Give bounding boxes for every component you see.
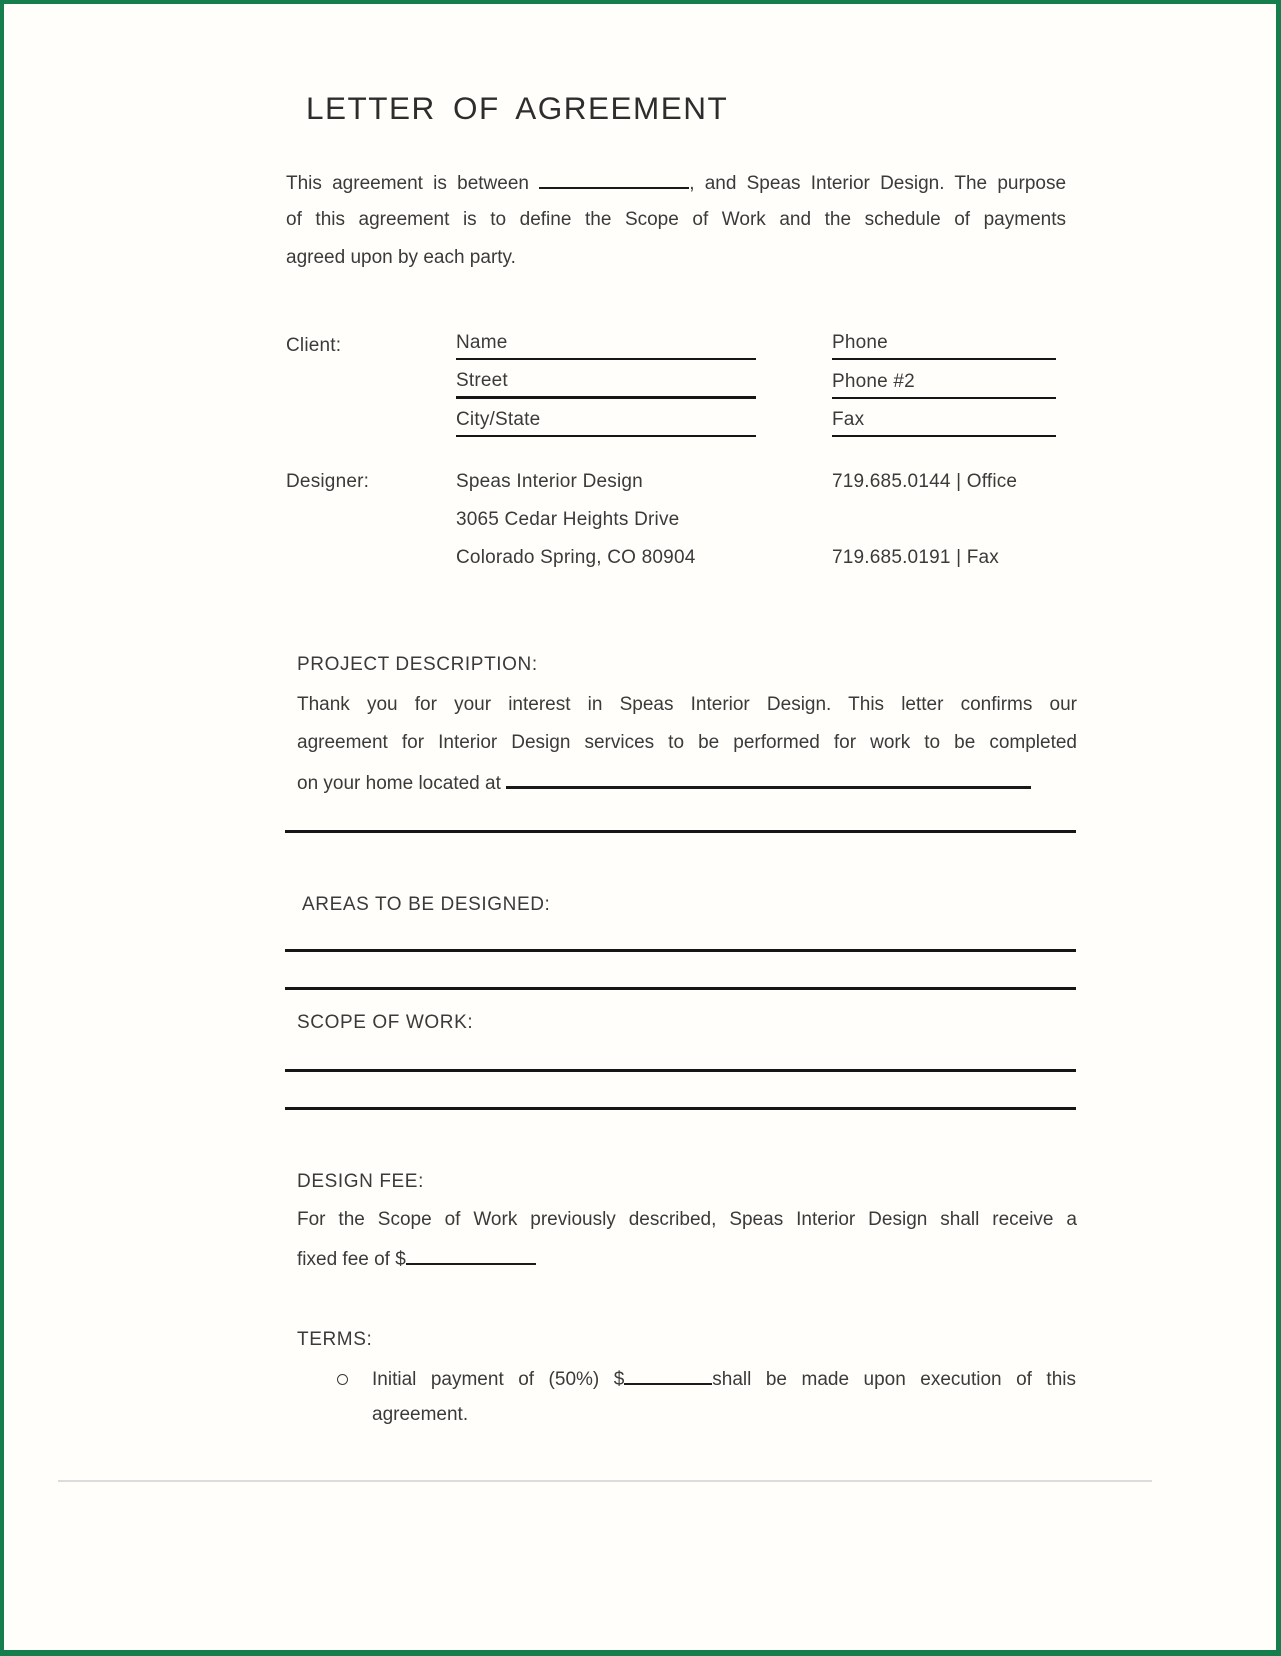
client-street-field [456, 365, 756, 399]
intro-line-1-before: This agreement is between [286, 173, 529, 195]
designer-fax-phone: 719.685.0191 | Fax [832, 547, 999, 568]
areas-rule-1 [285, 949, 1076, 952]
designer-street: 3065 Cedar Heights Drive [456, 509, 680, 530]
terms-bullet-before: Initial payment of (50%) $ [372, 1369, 625, 1391]
scope-rule-1 [285, 1069, 1076, 1072]
designer-name: Speas Interior Design [456, 471, 643, 492]
client-city-state-field-label: City/State [456, 409, 541, 430]
client-name-field [456, 326, 756, 360]
design-fee-heading: DESIGN FEE: [297, 1171, 424, 1192]
client-name-field-label: Name [456, 332, 508, 353]
client-phone2-field-label: Phone #2 [832, 371, 915, 392]
project-description-line-3 [297, 770, 1031, 795]
intro-line-3: agreed upon by each party. [286, 247, 516, 268]
scope-heading: SCOPE OF WORK: [297, 1012, 474, 1033]
design-fee-line-2 [297, 1247, 536, 1271]
terms-heading: TERMS: [297, 1329, 373, 1350]
page-title: LETTER OF AGREEMENT [306, 90, 729, 126]
intro-line-2: of this agreement is to define the Scope of Work and the schedule of payments [286, 209, 1066, 230]
areas-rule-2 [285, 987, 1076, 990]
project-description-line-1: Thank you for your interest in Speas Interior Design. This letter confirms our [297, 694, 1077, 715]
design-fee-line-1: For the Scope of Work previously described, Speas Interior Design shall receive a [297, 1209, 1077, 1230]
address-continuation-rule [285, 830, 1076, 833]
design-fee-amount-blank [406, 1247, 536, 1265]
designer-office-phone: 719.685.0144 | Office [832, 471, 1018, 492]
project-description-line-2: agreement for Interior Design services to be performed for work to be completed [297, 732, 1077, 753]
designer-label: Designer: [286, 471, 370, 492]
intro-line-1 [286, 171, 1066, 195]
client-city-state-field [456, 403, 756, 437]
client-fax-field [832, 403, 1056, 437]
client-phone2-field [832, 365, 1056, 399]
project-description-line-3-text: on your home located at [297, 773, 501, 795]
client-street-field-label: Street [456, 370, 508, 391]
terms-bullet-line-1 [372, 1367, 1076, 1391]
client-label: Client: [286, 335, 342, 356]
client-phone-field-label: Phone [832, 332, 888, 353]
footer-divider [58, 1480, 1152, 1482]
client-name-blank [539, 171, 689, 189]
initial-payment-blank [624, 1367, 712, 1385]
client-fax-field-label: Fax [832, 409, 865, 430]
design-fee-line-2-text: fixed fee of $ [297, 1249, 406, 1271]
areas-heading: AREAS TO BE DESIGNED: [302, 894, 551, 915]
bullet-circle-icon [337, 1374, 348, 1385]
client-phone-field [832, 326, 1056, 360]
intro-line-1-after: , and Speas Interior Design. The purpose [689, 173, 1067, 195]
terms-bullet-line-2: agreement. [372, 1404, 469, 1425]
project-description-heading: PROJECT DESCRIPTION: [297, 654, 538, 675]
terms-bullet-after: shall be made upon execution of this [712, 1369, 1076, 1391]
designer-city-state-zip: Colorado Spring, CO 80904 [456, 547, 696, 568]
home-address-blank [506, 770, 1031, 789]
scope-rule-2 [285, 1107, 1076, 1110]
